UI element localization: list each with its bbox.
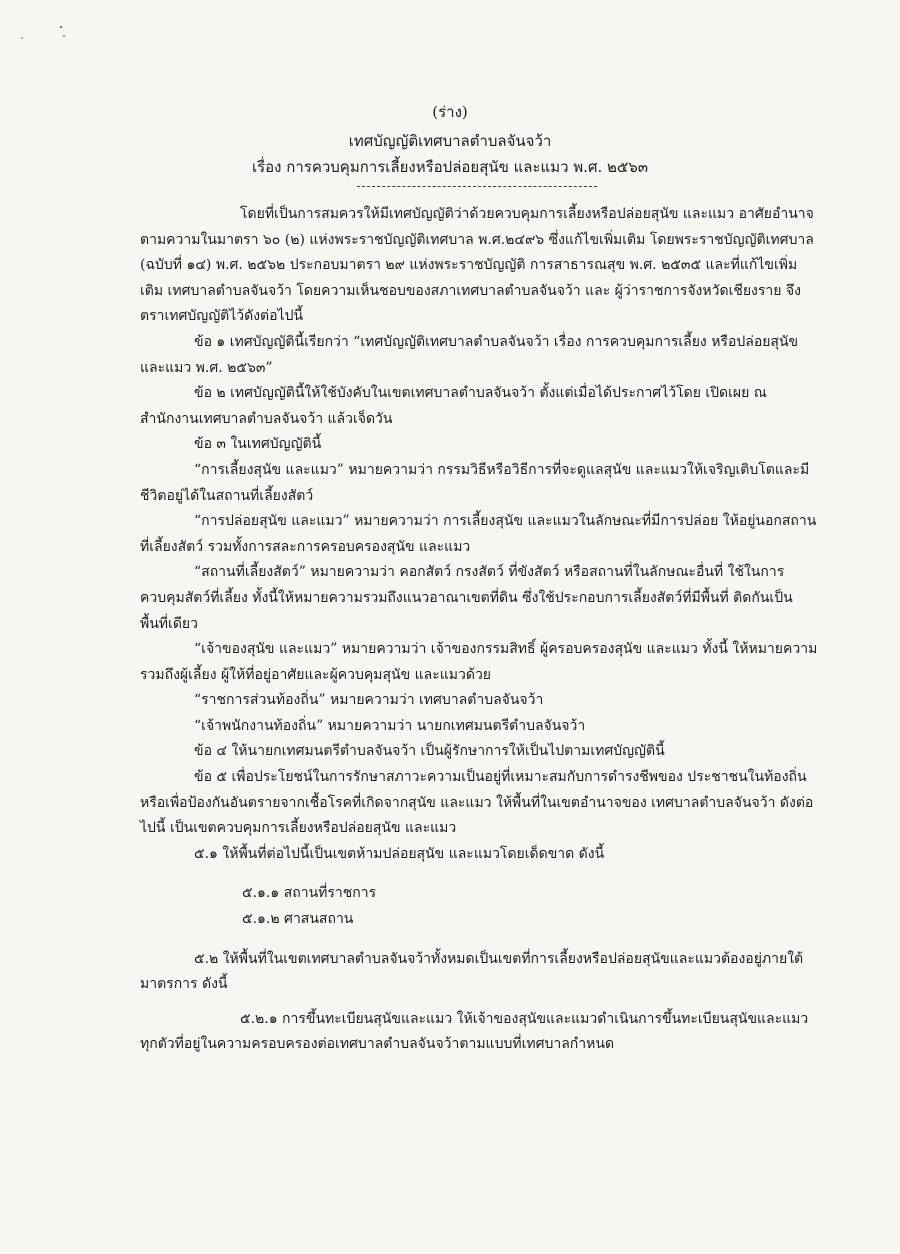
draft-label: (ร่าง) — [432, 103, 468, 121]
definition-owner: “เจ้าของสุนัข และแมว” หมายความว่า เจ้าของกรรมสิทธิ์ ผู้ครอบครองสุนัข และแมว ทั้งนี้ ให้หมายความรวมถึงผู้เลี้ยง ผู้ให้ที่อยู่อาศัยและผู้ควบคุมสุนัข และแมวด้วย — [140, 641, 818, 683]
clause-5-1: ๕.๑ ให้พื้นที่ต่อไปนี้เป็นเขตห้ามปล่อยสุนัข และแมวโดยเด็ดขาด ดังนี้ — [194, 845, 605, 862]
spacer — [140, 998, 820, 1007]
clause-3: ข้อ ๓ ในเทศบัญญัตินี้ — [194, 436, 322, 453]
title-divider — [357, 186, 597, 187]
clause-5-2-1: ๕.๒.๑ การขึ้นทะเบียนสุนัขและแมว ให้เจ้าของสุนัขและแมวดำเนินการขึ้นทะเบียนสุนัขและแมวทุกตัวที่อยู่ในความครอบครองต่อเทศบาลตำบลจันจว้าตามแบบที่เทศบาลกำหนด — [140, 1010, 809, 1053]
scan-specks — [0, 0, 900, 80]
clause-5-1-2: ๕.๑.๒ ศาสนสถาน — [242, 911, 354, 928]
definition-local-administration: “ราชการส่วนท้องถิ่น” หมายความว่า เทศบาลตำบลจันจว้า — [194, 692, 544, 709]
definition-animal-place: “สถานที่เลี้ยงสัตว์” หมายความว่า คอกสัตว์ กรงสัตว์ ที่ขังสัตว์ หรือสถานที่ในลักษณะอื่นที่ ใช้ในการควบคุมสัตว์ที่เลี้ยง ทั้งนี้ให้หมายความรวมถึงแนวอาณาเขตที่ดิน ซึ่งใช้ประกอบการเลี้ยงสัตว์ที่มีพื้นที่ ติดกันเป็นพื้นที่เดียว — [140, 564, 793, 632]
definition-release: “การปล่อยสุนัข และแมว” หมายความว่า การเลี้ยงสุนัข และแมวในลักษณะที่มีการปล่อย ให้อยู่นอกสถานที่เลี้ยงสัตว์ รวมทั้งการสละการครอบครองสุนัข และแมว — [140, 513, 817, 555]
document-body — [140, 202, 820, 1058]
clause-4: ข้อ ๔ ให้นายกเทศมนตรีตำบลจันจว้า เป็นผู้รักษาการให้เป็นไปตามเทศบัญญัตินี้ — [194, 743, 665, 760]
definition-raising: “การเลี้ยงสุนัข และแมว” หมายความว่า กรรมวิธีหรือวิธีการที่จะดูแลสุนัข และแมวให้เจริญเติบโตและมีชีวิตอยู่ได้ในสถานที่เลี้ยงสัตว์ — [140, 461, 810, 504]
clause-2: ข้อ ๒ เทศบัญญัตินี้ให้ใช้บังคับในเขตเทศบาลตำบลจันจว้า ตั้งแต่เมื่อได้ประกาศไว้โดย เปิดเผย ณ สำนักงานเทศบาลตำบลจันจว้า แล้วเจ็ดวัน — [140, 385, 767, 427]
spacer — [140, 867, 820, 881]
clause-5: ข้อ ๕ เพื่อประโยชน์ในการรักษาสภาวะความเป็นอยู่ที่เหมาะสมกับการดำรงชีพของ ประชาชนในท้องถิ่น หรือเพื่อป้องกันอันตรายจากเชื้อโรคที่เกิดจากสุนัข และแมว ให้พื้นที่ในเขตอำนาจของ เทศบาลตำบลจันจว้า ดังต่อไปนี้ เป็นเขตควบคุมการเลี้ยงหรือปล่อยสุนัข และแมว — [140, 769, 814, 837]
definition-local-officer: “เจ้าพนักงานท้องถิ่น” หมายความว่า นายกเทศมนตรีตำบลจันจว้า — [194, 717, 586, 734]
clause-5-2: ๕.๒ ให้พื้นที่ในเขตเทศบาลตำบลจันจว้าทั้งหมดเป็นเขตที่การเลี้ยงหรือปล่อยสุนัขและแมวต้องอยู่ภายใต้มาตรการ ดังนี้ — [140, 950, 804, 993]
document-subject: เรื่อง การควบคุมการเลี้ยงหรือปล่อยสุนัข และแมว พ.ศ. ๒๕๖๓ — [251, 158, 649, 176]
preamble-paragraph: โดยที่เป็นการสมควรให้มีเทศบัญญัติว่าด้วยควบคุมการเลี้ยงหรือปล่อยสุนัข และแมว อาศัยอำนาจตามความในมาตรา ๖๐ (๒) แห่งพระราชบัญญัติเทศบาล พ.ศ.๒๔๙๖ ซึ่งแก้ไขเพิ่มเติม โดยพระราชบัญญัติเทศบาล (ฉบับที่ ๑๔) พ.ศ. ๒๕๖๒ ประกอบมาตรา ๒๙ แห่งพระราชบัญญัติ การสาธารณสุข พ.ศ. ๒๕๓๕ และที่แก้ไขเพิ่มเติม เทศบาลตำบลจันจว้า โดยความเห็นชอบของสภาเทศบาลตำบลจันจว้า และ ผู้ว่าราชการจังหวัดเชียงราย จึงตราเทศบัญญัติไว้ดังต่อไปนี้ — [140, 206, 814, 325]
spacer — [140, 933, 820, 947]
clause-1: ข้อ ๑ เทศบัญญัตินี้เรียกว่า “เทศบัญญัติเทศบาลตำบลจันจว้า เรื่อง การควบคุมการเลี้ยง หรือปล่อยสุนัขและแมว พ.ศ. ๒๕๖๓” — [140, 333, 799, 376]
document-title: เทศบัญญัติเทศบาลตำบลจันจว้า — [348, 132, 552, 150]
clause-5-1-1: ๕.๑.๑ สถานที่ราชการ — [242, 885, 377, 902]
